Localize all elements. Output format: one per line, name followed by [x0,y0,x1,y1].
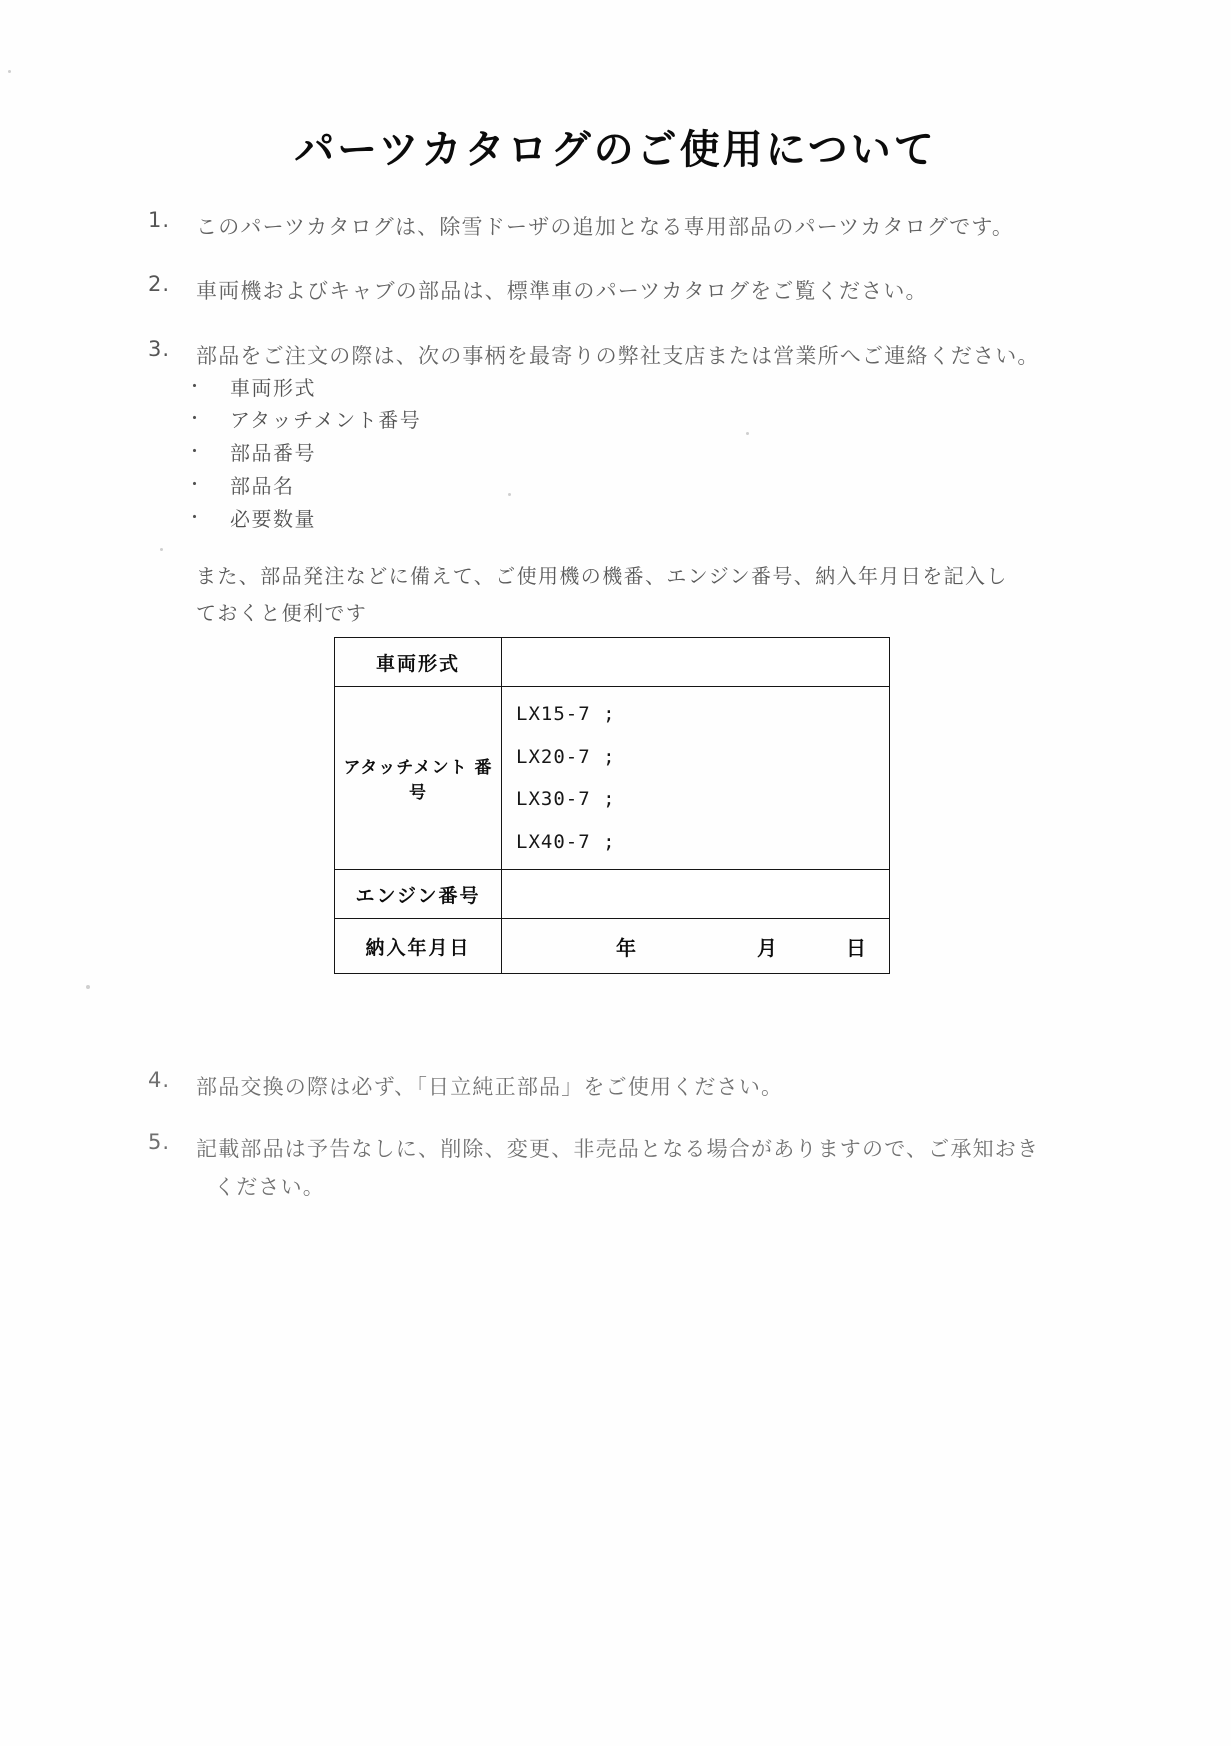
list-item-bullet-part-number [186,437,316,466]
date-unit-day: 日 [846,935,867,960]
list-item-5-text [196,1130,1186,1206]
scan-speckle [86,985,90,989]
page-title: パーツカタログのご使用について [294,127,937,173]
memo-note-line-2: ておくと便利です [196,601,368,625]
list-item-bullet-attachment-number [186,404,421,433]
bullet-label: 車両形式 [230,376,316,400]
bullet-dot-icon: ・ [186,508,205,528]
list-item-3-text: 部品をご注文の際は、次の事柄を最寄りの弊社支店または営業所へご連絡ください。 [196,344,1040,368]
scan-speckle [160,548,163,551]
bullet-label: アタッチメント番号 [230,408,422,432]
bullet-dot-icon: ・ [186,442,205,462]
attachment-model-lx30: LX30-7 ; [516,788,616,811]
list-number-3: 3. [148,337,171,361]
list-item-bullet-quantity [186,503,316,532]
bullet-dot-icon: ・ [186,377,205,397]
date-unit-year: 年 [616,935,637,960]
table-row-delivery-date [335,919,890,974]
bullet-label: 部品番号 [230,441,316,465]
bullet-label: 部品名 [230,474,295,498]
table-label-attachment-number: アタッチメント 番号 [335,687,502,870]
bullet-dot-icon: ・ [186,475,205,495]
table-input-vehicle-model[interactable] [502,638,890,687]
list-item-5-line-2: ください。 [214,1175,325,1199]
table-row-attachment-number [335,687,890,870]
attachment-model-lx40: LX40-7 ; [516,830,616,853]
scan-speckle [508,493,511,496]
bullet-label: 必要数量 [230,507,316,531]
table-input-attachment-number[interactable] [502,687,890,870]
scan-speckle [746,432,749,435]
list-item-4-text: 部品交換の際は必ず、「日立純正部品」をご使用ください。 [196,1075,784,1099]
attachment-model-lx15: LX15-7 ; [516,703,616,726]
table-label-delivery-date: 納入年月日 [335,919,502,974]
table-row-engine-number [335,870,890,919]
list-item-5-line-1: 記載部品は予告なしに、削除、変更、非売品となる場合がありますので、ご承知おき [196,1137,1040,1161]
table-label-engine-number: エンジン番号 [335,870,502,919]
table-input-delivery-date[interactable] [502,919,890,974]
bullet-dot-icon: ・ [186,409,205,429]
list-item-2-text: 車両機およびキャブの部品は、標準車のパーツカタログをご覧ください。 [196,279,928,303]
table-row-vehicle-model [335,638,890,687]
list-number-4: 4. [148,1068,171,1092]
owner-record-table [334,637,890,974]
list-number-1: 1. [148,208,171,232]
list-item-bullet-vehicle-model [186,372,316,401]
scan-speckle [8,70,11,73]
memo-note-line-1: また、部品発注などに備えて、ご使用機の機番、エンジン番号、納入年月日を記入し [196,564,1008,588]
list-number-2: 2. [148,272,171,296]
attachment-model-lx20: LX20-7 ; [516,745,616,768]
list-item-1-text: このパーツカタログは、除雪ドーザの追加となる専用部品のパーツカタログです。 [196,215,1015,239]
list-number-5: 5. [148,1130,171,1154]
table-label-vehicle-model: 車両形式 [335,638,502,687]
table-input-engine-number[interactable] [502,870,890,919]
date-unit-month: 月 [757,935,778,960]
memo-note [196,558,1136,632]
list-item-bullet-part-name [186,470,295,499]
